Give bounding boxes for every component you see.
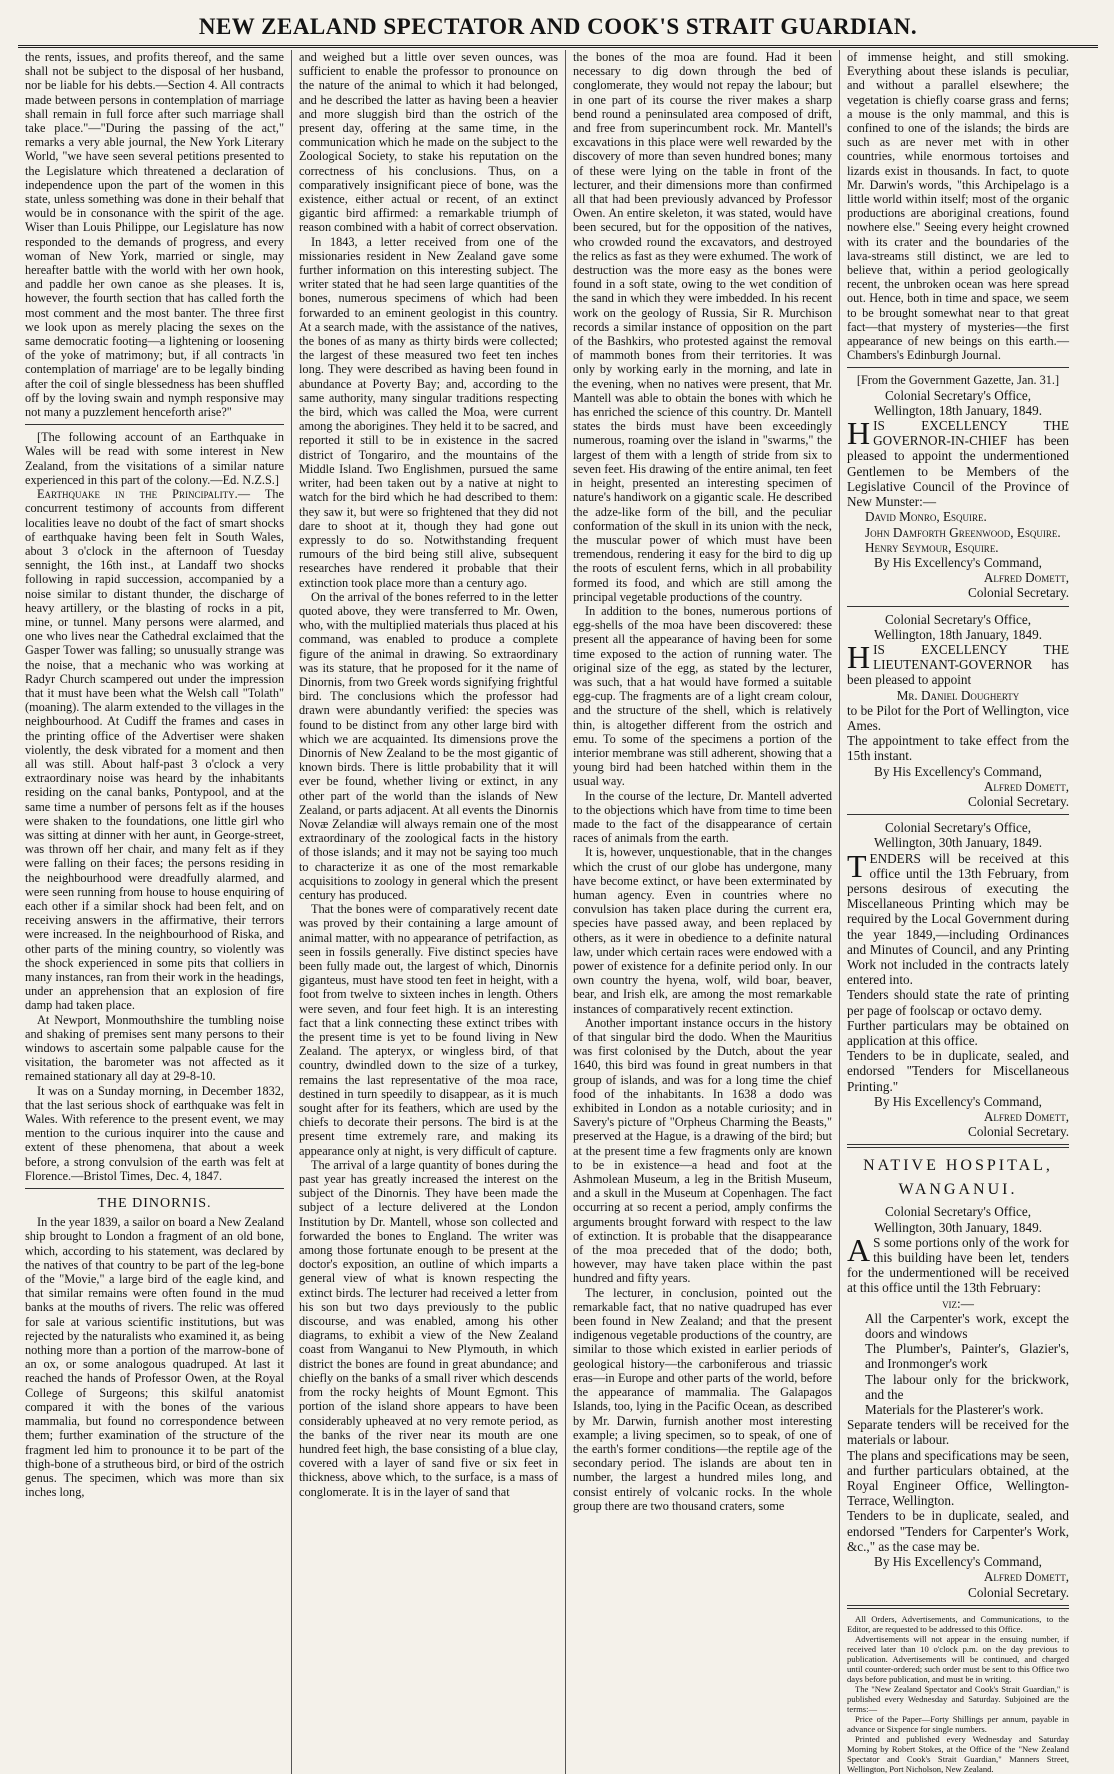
earthquake-text: The concurrent testimony of accounts from different localities leave no doubt of the fact of smart shocks of earthquake having been felt in South Wales, about 3 o'clock in the afternoon of Tuesday sennight, the 16th inst., at Landaff two shocks following in rapid succession, accompanied by a noise similar to distant thunder, the discharge of heavy artillery, or the blasting of rocks in a pit, mine, or tunnel. Many persons were alarmed, and one who lives near the Cathedral exclaimed that the Gasper Tower was falling; so unusually strange was the noise, that a mechanic who was working at Radyr Church scampered out under the impression that it must have been what the Welsh call "Tolath" (moaning). The alarm extended to the villages in the neighbourhood. At Cudiff the frames and cases in the printing office of the Advertiser were shaken violently, the desk vibrated for a moment and then all was still. About half-past 3 o'clock a very extraordinary noise was heard by the inhabitants residing on the canal banks, Pontypool, and at the same time a number of persons felt as if the houses were shaken to the foundations, one little girl who was sitting at dinner with her aunt, in George-street, was thrown off her chair, and many felt as if they were falling on their faces; the persons residing in the neighbourhood were dreadfully alarmed, and were seen running from house to house enquiring of each other if a similar shock had been felt, and on receiving answers in the affirmative, their terrors were increased. In the neighbourhood of Riska, and other parts of the mining country, so violently was the shock experienced in some pits that colliers in many instances, ran from their work in the headings, under an apprehension that an explosion of fire damp had taken place.: [25, 487, 284, 1013]
notice-body: The appointment to take effect from the 15th instant.: [847, 733, 1069, 764]
appointee-name: John Damforth Greenwood, Esquire.: [865, 524, 1061, 540]
notice-body: to be Pilot for the Port of Wellington, vice Ames.: [847, 702, 1069, 733]
footer-text: The "New Zealand Spectator and Cook's Strait Guardian," is published every Wednesday and Saturday. Subjoined are the terms:—: [847, 1683, 1069, 1714]
notice-printing-tenders: [847, 820, 1069, 1139]
dinornis-paragraph: In the course of the lecture, Dr. Mantell adverted to the objections which have from time to time been made to the fact of the disappearance of certain races of animals from the earth.: [573, 788, 832, 846]
dinornis-paragraph: In 1843, a letter received from one of the missionaries resident in New Zealand gave some further information on this interesting subject. The writer stated that he had seen large quantities of the bones, numerous specimens of which had been forwarded to an eminent geologist in this country. At a search made, with the assistance of the natives, the bones of as many as thirty birds were collected; the largest of these measured two feet ten inches long. They were described as having been found in abundance at Poverty Bay; and, according to the same authority, many singular traditions respecting the bird, which was called the Moa, were current among the aborigines. They held it to be sacred, and reported it still to be in existence in the sacred district of Tongariro, and the mountains of the Middle Island. Two Englishmen, pursued the same writer, had been taken out by a native at night to watch for the bird which he had described to them: they saw it, but were so frightened that they did not dare to shoot at it, though they had gone out expressly to do so. Notwithstanding frequent rumours of the bird being still alive, subsequent researches have rendered it probable that their extinction took place more than a century ago.: [299, 234, 558, 590]
dinornis-paragraph: On the arrival of the bones referred to in the letter quoted above, they were transferred to Mr. Owen, who, with the multiplied materials thus placed at his command, was enabled to produce a complete figure of the animal in drawing. So extraordinary was its stature, that he proposed for it the name of Dinornis, from two Greek words signifying frightful bird. The conclusions which the professor had drawn were abundantly verified: the species was found to be distinct from any other large bird with which we are acquainted. Its dimensions prove the Dinornis of New Zealand to be the most gigantic of known birds. There is little probability that it will ever be found, whether living or extinct, in any other part of the world than the islands of New Zealand, or parts adjacent. At all events the Dinornis Novæ Zelandiæ will always remain one of the most extraordinary of the zoological facts in the history of those islands; and it may not be saying too much to characterize it as one of the most remarkable acquisitions to zoology in general which the present century has produced.: [299, 589, 558, 902]
dinornis-paragraph: In addition to the bones, numerous portions of egg-shells of the moa have been discovered: these present all the appearance of having been for some time exposed to the action of running water. The original size of the egg, as stated by the lecturer, was such, that a hat would have formed a suitable egg-cup. The fragments are of a light cream colour, and the structure of the shell, which is relatively thin, is altogether different from the ostrich and emu. To some of the specimens a portion of the interior membrane was still adherent, showing that a young bird had been hatched within them in the usual way.: [573, 603, 832, 789]
notice-date: Wellington, 18th January, 1849.: [873, 626, 1043, 642]
notice-body: IS EXCELLENCY THE GOVERNOR-IN-CHIEF has been pleased to appoint the undermentioned Gentlemen to be Members of the Legislative Council of the Province of New Munster:—: [847, 418, 1069, 510]
notice-body: Tenders should state the rate of printing per page of foolscap or octavo demy.: [847, 987, 1069, 1018]
work-item: All the Carpenter's work, except the doors and windows: [865, 1310, 1069, 1342]
dinornis-paragraph: Another important instance occurs in the history of that singular bird the dodo. When the Mauritius was first colonised by the Dutch, about the year 1640, this bird was found in great numbers in that group of islands, and was for a long time the chief food of the inhabitants. In 1638 a dodo was exhibited in London as a notable curiosity; and in Savery's picture of "Orpheus Charming the Beasts," preserved at the Hague, is a drawing of the bird; but at the present time a few fragments only are known to be in existence—a head and foot at the Ashmolean Museum, a leg in the British Museum, and a skull in the Museum at Copenhagen. The fact occurring at so recent a period, amply confirms the arguments brought forward with respect to the law of extinction. It is probable that the disappearance of the moa preceded that of the dodo; both, however, may have taken place within the past hundred and fifty years.: [573, 1015, 832, 1286]
masthead-rule: [18, 45, 1098, 48]
notice-signer: Alfred Domett,: [983, 778, 1069, 794]
footer-text: All Orders, Advertisements, and Communications, to the Editor, are requested to be addressed to this Office.: [847, 1613, 1069, 1634]
notice-body: The plans and specifications may be seen, and further particulars obtained, at the Royal Engineer Office, Wellington-Terrace, Wellington.: [847, 1447, 1069, 1509]
dinornis-paragraph: It is, however, unquestionable, that in the changes which the crust of our globe has undergone, many have become extinct, or have been exterminated by human agency. Even in countries where no convulsion has taken place during the current era, species have passed away, and been replaced by others, as it were in obedience to a definite natural law, under which certain races were endowed with a power of existence for a definite period only. In our own country the hyena, wolf, wild boar, beaver, bear, and Irish elk, are among the most remarkable instances of comparatively recent extinction.: [573, 845, 832, 1016]
gazette-note: [From the Government Gazette, Jan. 31.]: [856, 373, 1060, 388]
notice-body: Further particulars may be obtained on application at this office.: [847, 1017, 1069, 1048]
notice-command: By His Excellency's Command,: [874, 1093, 1042, 1109]
newport-text: At Newport, Monmouthshire the tumbling noise and shaking of premises sent many persons to their windows to ascertain some palpable cause for the visitation, the barometer was not affected as it remained stationary all day at 29-8-10.: [25, 1012, 284, 1084]
columns: [18, 50, 1098, 1774]
dinornis-paragraph: the bones of the moa are found. Had it been necessary to dig down through the bed of conglomerate, they would not repay the labour; but in one part of its course the river makes a sharp bend round a peninsulated area composed of drift, and free from superincumbent rock. Mr. Mantell's excavations in this place were well rewarded by the discovery of more than seven hundred bones; many of these were lying on the table in front of the lecturer, and their dimensions more than confirmed all that had been previously advanced by Professor Owen. An entire skeleton, it was stated, would have been secured, but for the opposition of the natives, who crowded round the excavators, and destroyed the relics as fast as they were exhumed. The work of destruction was the more easy as the bones were found in a soft state, owing to the wet condition of the sand in which they were imbedded. In his recent work on the geology of Russia, Sir R. Murchison records a similar instance of opposition on the part of the Bashkirs, who protested against the removal of mammoth bones from their territories. It was only by working early in the morning, and late in the evening, when no natives were present, that Mr. Mantell was able to obtain the bones with which he has enriched the science of this country. Dr. Mantell states the birds must have been exceedingly numerous, roaming over the island in "swarms," the largest of them with a length of stride from six to seven feet. His drawing of the entire animal, ten feet in height, presented an interesting specimen of nature's handiwork on a gigantic scale. He described the adze-like form of the bill, and the peculiar conformation of the skull in its union with the neck, the muscular power of which must have been tremendous, rendering it easy for the bird to dig up the roots of esculent ferns, which in all probability formed its food, and which are still among the principal vegetable productions of the country.: [573, 50, 832, 604]
work-item: The Plumber's, Painter's, Glazier's, and Ironmonger's work: [865, 1341, 1069, 1372]
divider: [847, 1605, 1069, 1609]
column-3: [566, 50, 840, 1774]
notice-date: Wellington, 30th January, 1849.: [873, 835, 1043, 851]
hospital-title: NATIVE HOSPITAL,: [863, 1157, 1053, 1175]
publication-footer: [847, 1614, 1069, 1774]
drop-cap: T: [847, 847, 867, 884]
appointee-name: David Monro, Esquire.: [865, 509, 987, 525]
notice-body: Tenders to be in duplicate, sealed, and endorsed "Tenders for Miscellaneous Printing.": [847, 1048, 1069, 1094]
drop-cap: H: [847, 415, 871, 452]
divider: [847, 606, 1069, 607]
dinornis-paragraph: That the bones were of comparatively recent date was proved by their containing a large amount of animal matter, with no appearance of petrifaction, as seen in fossils generally. Five distinct species have been fully made out, the largest of which, Dinornis giganteus, must have stood ten feet in height, with a foot from twelve to sixteen inches in length. Others were seven, and four feet high. It is an interesting fact that a link connecting these extinct tribes with the present time is yet to be found living in New Zealand. The apteryx, or wingless bird, of that country, dwindled down to the size of a turkey, remains the last representative of the moa race, destined in turn speedily to disappear, as it is much sought after for its feathers, which are used by the chiefs to decorate their persons. The bird is at the present time extremely rare, and making its appearance only at night, is very difficult of capture.: [299, 902, 558, 1158]
divider: [847, 814, 1069, 815]
notice-signer-title: Colonial Secretary.: [968, 793, 1069, 809]
notice-command: By His Excellency's Command,: [874, 554, 1042, 570]
sunday-text: It was on a Sunday morning, in December 1832, that the last serious shock of earthquake was felt in Wales. With reference to the present event, we may mention to the curious inquirer into the cause and extent of these phenomena, that about a week before, a strong convulsion of the earth was felt at Florence.—Bristol Times, Dec. 4, 1847.: [25, 1083, 284, 1183]
notice-office: Colonial Secretary's Office,: [884, 611, 1032, 627]
dinornis-paragraph: The lecturer, in conclusion, pointed out the remarkable fact, that no native quadruped has ever been found in New Zealand; and that the present indigenous vegetable productions of the country, are similar to those which existed in earlier periods of geological history—the carboniferous and triassic eras—in Europe and other parts of the world, before the appearance of mammalia. The Galapagos Islands, too, lying in the Pacific Ocean, as described by Mr. Darwin, furnish another most interesting example; a living specimen, so to speak, of one of the earth's former conditions—the reptile age of the secondary period. The islands are about ten in number, the largest a hundred miles long, and consist entirely of volcanic rocks. In the whole group there are two thousand craters, some: [573, 1285, 832, 1513]
notice-body: ENDERS will be received at this office until the 13th February, from persons desirous of executing the Miscellaneous Printing which may be required by the Local Government during the year 1849,—including Ordinances and Minutes of Council, and any Printing Work not included in the contracts lately entered into.: [847, 850, 1069, 988]
notice-command: By His Excellency's Command,: [874, 763, 1042, 779]
notice-date: Wellington, 30th January, 1849.: [873, 1219, 1043, 1235]
appointee-name: Mr. Daniel Dougherty: [896, 687, 1020, 703]
notice-legislative-council: [847, 388, 1069, 601]
notice-office: Colonial Secretary's Office,: [884, 387, 1032, 403]
notice-signer-title: Colonial Secretary.: [968, 1124, 1069, 1140]
divider: [25, 1188, 284, 1189]
notice-signer: Alfred Domett,: [983, 1569, 1069, 1585]
notice-body: IS EXCELLENCY THE LIEUTENANT-GOVERNOR has been pleased to appoint: [847, 641, 1069, 688]
notice-office: Colonial Secretary's Office,: [884, 820, 1032, 836]
column-2: [292, 50, 566, 1774]
notice-signer: Alfred Domett,: [983, 570, 1069, 586]
earthquake-heading: Earthquake in the Principality.—: [37, 487, 251, 502]
footer-text: Price of the Paper—Forty Shillings per annum, payable in advance or Sixpence for single numbers.: [847, 1713, 1069, 1734]
dinornis-paragraph: The arrival of a large quantity of bones during the past year has greatly increased the interest on the subject of the Dinornis. They have been made the subject of a lecture delivered at the London Institution by Dr. Mantell, whose son collected and forwarded the bones to England. The writer was among those fortunate enough to be present at the doctor's exposition, an outline of which imparts a general view of what is known respecting the extinct birds. The lecturer had received a letter from his son but two days previously to the public discourse, and was enabled, among his other diagrams, to exhibit a view of the New Zealand coast from Wanganui to New Plymouth, in which district the bones are found in great abundance; and chiefly on the banks of a small river which descends from the rocky heights of Mount Egmont. This portion of the island shore appears to have been considerably upheaved at no very remote period, as the banks of the river near its mouth are one hundred feet high, the base consisting of a blue clay, covered with a layer of sand five or six feet in thickness, above which, to the surface, is a mass of conglomerate. It is in the layer of sand that: [299, 1157, 558, 1499]
dinornis-title: THE DINORNIS.: [97, 1196, 212, 1212]
work-item: Materials for the Plasterer's work.: [865, 1402, 1044, 1418]
divider: [25, 424, 284, 425]
notice-signer-title: Colonial Secretary.: [968, 1584, 1069, 1600]
dinornis-text: In the year 1839, a sailor on board a New Zealand ship brought to London a fragment of an old bone, which, according to his statement, was declared by the natives of that country to be part of the leg-bone of the "Movie," a large bird of the eagle kind, and that similar remains were often found in the mud banks at the mouths of rivers. The relic was offered for sale at various scientific institutions, but was rejected by the naturalists who examined it, as being nothing more than a portion of the marrow-bone of an ox, or some analogous quadruped. At last it reached the hands of Professor Owen, at the Royal College of Surgeons; this skilful anatomist compared it with the bones of the various mammalia, but found no correspondence between them; further examination of the structure of the fragment led him to pronounce it to be part of the thigh-bone of a strutheous bird, or bird of the ostrich genus. The specimen, which was more than six inches long,: [25, 1215, 284, 1500]
notice-date: Wellington, 18th January, 1849.: [873, 402, 1043, 418]
divider: [847, 367, 1069, 368]
notice-command: By His Excellency's Command,: [874, 1554, 1042, 1570]
notice-signer: Alfred Domett,: [983, 1109, 1069, 1125]
notice-body: Separate tenders will be received for the materials or labour.: [847, 1417, 1069, 1448]
hospital-subtitle: WANGANUI.: [898, 1181, 1018, 1199]
notice-viz: viz:—: [942, 1295, 974, 1311]
notice-hospital-tenders: [847, 1204, 1069, 1599]
notice-signer-title: Colonial Secretary.: [968, 585, 1069, 601]
marriage-article-text: the rents, issues, and profits thereof, and the same shall not be subject to the disposal of her husband, nor be liable for his debts.—Section 4. All contracts made between persons in contemplation of marriage shall remain in full force after such marriage shall take place."—"During the passing of the act," remarks a very able journal, the New York Literary World, "we have seen several petitions presented to the Legislature which threatened a declaration of independence upon the part of the women in this state, unless something was done in their behalf that would be in consonance with the spirit of the age. Wiser than Louis Philippe, our Legislature has now responded to the demands of progress, and every woman of New York, married or single, may hereafter battle with the world with her own hook, and paddle her own canoe as she pleases. It is, however, the fourth section that has called forth the most comment and the most banter. The three first we look upon as merely placing the sexes on the same democratic footing—a lightening or loosening of the yoke of matrimony; but, if all contracts 'in contemplation of marriage' are to be legally binding after the coil of single blessedness has been shuffled off by the loving swain and nymph responsive may not many a puzzlement henceforth arise?": [25, 50, 284, 420]
notice-pilot-appointment: [847, 612, 1069, 810]
drop-cap: A: [847, 1231, 871, 1268]
work-item: The labour only for the brickwork, and the: [865, 1371, 1069, 1402]
earthquake-intro: [The following account of an Earthquake in Wales will be read with some interest in New Zealand, from the visitations of a similar nature experienced in this part of the colony.—Ed. N.Z.S.]: [25, 430, 284, 487]
notice-body: S some portions only of the work for this building have been let, tenders for the undermentioned will be received at this office until the 13th February:: [847, 1234, 1069, 1296]
masthead-title: NEW ZEALAND SPECTATOR AND COOK'S STRAIT GUARDIAN.: [198, 14, 918, 39]
appointee-name: Henry Seymour, Esquire.: [865, 539, 999, 555]
notice-body: Tenders to be in duplicate, sealed, and endorsed "Tenders for Carpenter's Work, &c.," as the case may be.: [847, 1508, 1069, 1554]
column-4: [840, 50, 1076, 1774]
divider: [847, 1144, 1069, 1148]
footer-text: Advertisements will not appear in the ensuing number, if received later than 10 o'clock p.m. on the day previous to publication. Advertisements will be continued, and charged until counter-ordered; such order must be sent to this Office two days before publication, and must be in writing.: [847, 1633, 1069, 1684]
dinornis-paragraph: and weighed but a little over seven ounces, was sufficient to enable the professor to pronounce on the nature of the animal to which it had belonged, and he described the latter as having been a heavier and more sluggish bird than the ostrich of the present day, offering at the same time, in the communication which he made on the subject to the Zoological Society, to stake his reputation on the correctness of his conclusions. Thus, on a comparatively insignificant piece of bone, was the existence, either actual or recent, of an extinct gigantic bird affirmed: a remarkable triumph of reason combined with a habit of correct observation.: [299, 50, 558, 235]
notice-office: Colonial Secretary's Office,: [884, 1204, 1032, 1220]
galapagos-paragraph: of immense height, and still smoking. Everything about these islands is peculiar, and without a parallel elsewhere; the vegetation is chiefly coarse grass and ferns; a mouse is the only mammal, and this is confined to one of the islands; the birds are such as are never met with in other countries, while enormous tortoises and lizards exist in thousands. In fact, to quote Mr. Darwin's words, "this Archipelago is a little world within itself; most of the organic productions are aboriginal creations, found nowhere else." Seeing every height crowned with its crater and the boundaries of the lava-streams still distinct, we are led to believe that, within a period geologically recent, the unbroken ocean was here spread out. Hence, both in time and space, we seem to be brought somewhat near to that great fact—that mystery of mysteries—the first appearance of new beings on this earth.—Chambers's Edinburgh Journal.: [847, 50, 1069, 363]
footer-text: Printed and published every Wednesday and Saturday Morning by Robert Stokes, at the Office of the "New Zealand Spectator and Cook's Strait Guardian," Manners Street, Wellington, Port Nicholson, New Zealand.: [847, 1733, 1069, 1774]
column-1: [18, 50, 292, 1774]
drop-cap: H: [847, 638, 871, 675]
